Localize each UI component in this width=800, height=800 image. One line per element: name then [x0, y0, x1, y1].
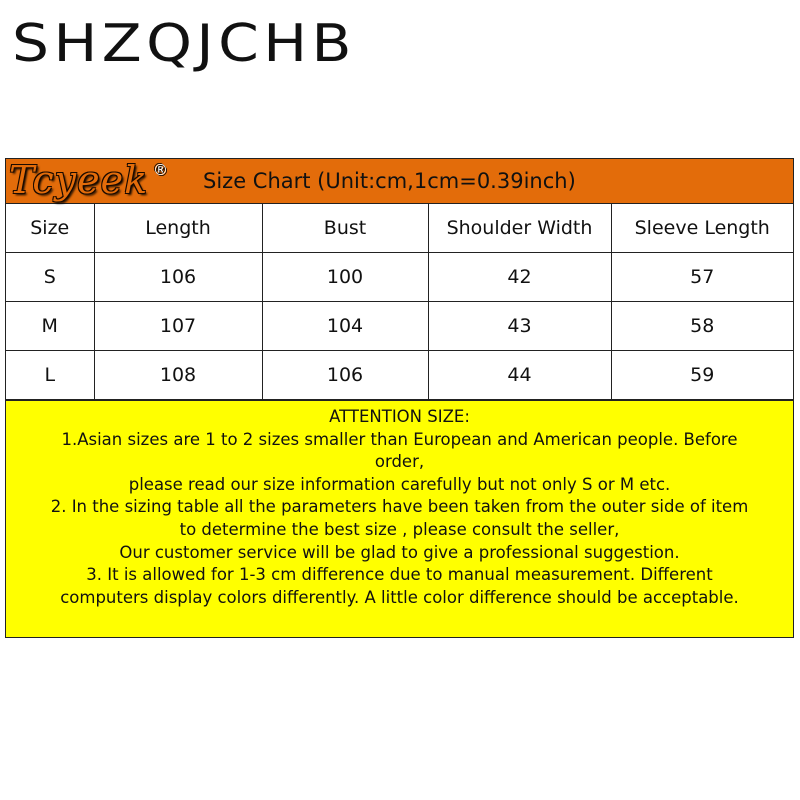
- column-header: Size: [6, 204, 94, 253]
- table-cell: 106: [262, 351, 428, 400]
- table-cell: 44: [428, 351, 611, 400]
- table-row: [6, 253, 793, 302]
- notice-line: 2. In the sizing table all the parameters have been taken from the outer side of item: [50, 497, 749, 517]
- brand-logo: Tcyeek: [9, 158, 149, 202]
- table-row: [6, 302, 793, 351]
- notice-heading: ATTENTION SIZE:: [329, 407, 470, 426]
- size-chart: [5, 158, 794, 638]
- table-cell: 59: [611, 351, 793, 400]
- notice-line: computers display colors differently. A little color difference should be acceptable.: [60, 587, 739, 607]
- attention-notice: [6, 400, 793, 637]
- notice-line: 1.Asian sizes are 1 to 2 sizes smaller than European and American people. Before: [61, 429, 738, 449]
- size-chart-title: Size Chart (Unit:cm,1cm=0.39inch): [203, 169, 576, 193]
- table-cell: 58: [611, 302, 793, 351]
- table-cell: L: [6, 351, 94, 400]
- table-row: [6, 351, 793, 400]
- size-chart-header: [6, 159, 793, 204]
- table-cell: 108: [94, 351, 262, 400]
- column-header: Sleeve Length: [611, 204, 793, 253]
- column-header: Length: [94, 204, 262, 253]
- table-cell: M: [6, 302, 94, 351]
- column-header: Shoulder Width: [428, 204, 611, 253]
- table-header-row: [6, 204, 793, 253]
- table-cell: 42: [428, 253, 611, 302]
- table-cell: 107: [94, 302, 262, 351]
- notice-line: to determine the best size , please consult the seller,: [179, 519, 620, 539]
- table-cell: 57: [611, 253, 793, 302]
- notice-line: 3. It is allowed for 1-3 cm difference due to manual measurement. Different: [86, 565, 713, 585]
- table-cell: S: [6, 253, 94, 302]
- table-cell: 104: [262, 302, 428, 351]
- table-cell: 43: [428, 302, 611, 351]
- notice-line: please read our size information carefully but not only S or M etc.: [128, 474, 671, 494]
- registered-mark-icon: ®: [153, 161, 168, 179]
- brand-title: SHZQJCHB: [12, 14, 356, 74]
- column-header: Bust: [262, 204, 428, 253]
- size-table: [6, 204, 793, 400]
- table-cell: 106: [94, 253, 262, 302]
- notice-line: order,: [374, 452, 425, 472]
- notice-line: Our customer service will be glad to give a professional suggestion.: [119, 542, 680, 562]
- table-cell: 100: [262, 253, 428, 302]
